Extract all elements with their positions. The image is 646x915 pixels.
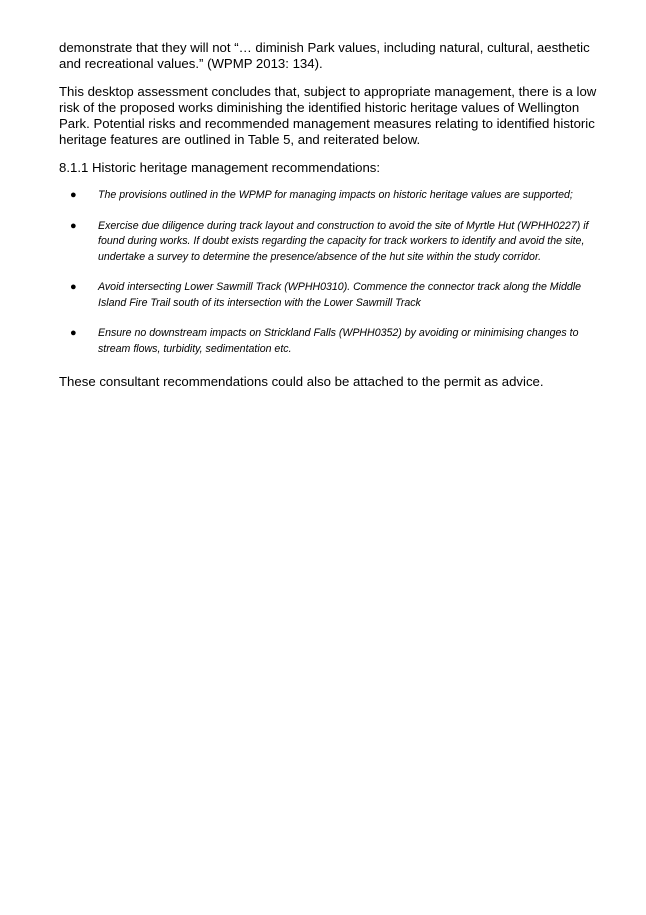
section-heading: 8.1.1 Historic heritage management recommendations: xyxy=(59,160,381,175)
recommendation-text: The provisions outlined in the WPMP for managing impacts on historic heritage values are supported; xyxy=(98,189,573,201)
paragraph-park-values: demonstrate that they will not “… diminish Park values, including natural, cultural, aesthetic and recreational values.” (WPMP 2013: 134). xyxy=(59,40,590,71)
list-item xyxy=(59,280,599,311)
recommendation-text: Ensure no downstream impacts on Strickland Falls (WPHH0352) by avoiding or minimising changes to stream flows, turbidity, sedimentation etc. xyxy=(98,327,579,355)
recommendations-list xyxy=(59,188,599,357)
list-item xyxy=(59,219,599,266)
list-item xyxy=(59,326,599,357)
document-page xyxy=(59,40,599,390)
recommendation-text: Avoid intersecting Lower Sawmill Track (WPHH0310). Commence the connector track along the Middle Island Fire Trail south of its intersection with the Lower Sawmill Track xyxy=(98,281,582,309)
recommendation-text: Exercise due diligence during track layout and construction to avoid the site of Myrtle Hut (WPHH0227) if found during works. If doubt exists regarding the capacity for track workers to identify and avoid the site, undertake a survey to determine the presence/absence of the hut site within the study corridor. xyxy=(98,219,589,263)
closing-paragraph: These consultant recommendations could also be attached to the permit as advice. xyxy=(59,374,544,389)
bullet-icon: ● xyxy=(70,219,77,232)
bullet-icon: ● xyxy=(70,281,77,293)
bullet-icon: ● xyxy=(70,327,77,339)
bullet-icon: ● xyxy=(70,189,77,201)
paragraph-assessment-conclusion: This desktop assessment concludes that, subject to appropriate management, there is a low risk of the proposed works diminishing the identified historic heritage values of Wellington Park. Potential risks and recommended management measures relating to identified historic heritage features are outlined in Table 5, and reiterated below. xyxy=(59,84,597,147)
list-item xyxy=(59,188,599,204)
